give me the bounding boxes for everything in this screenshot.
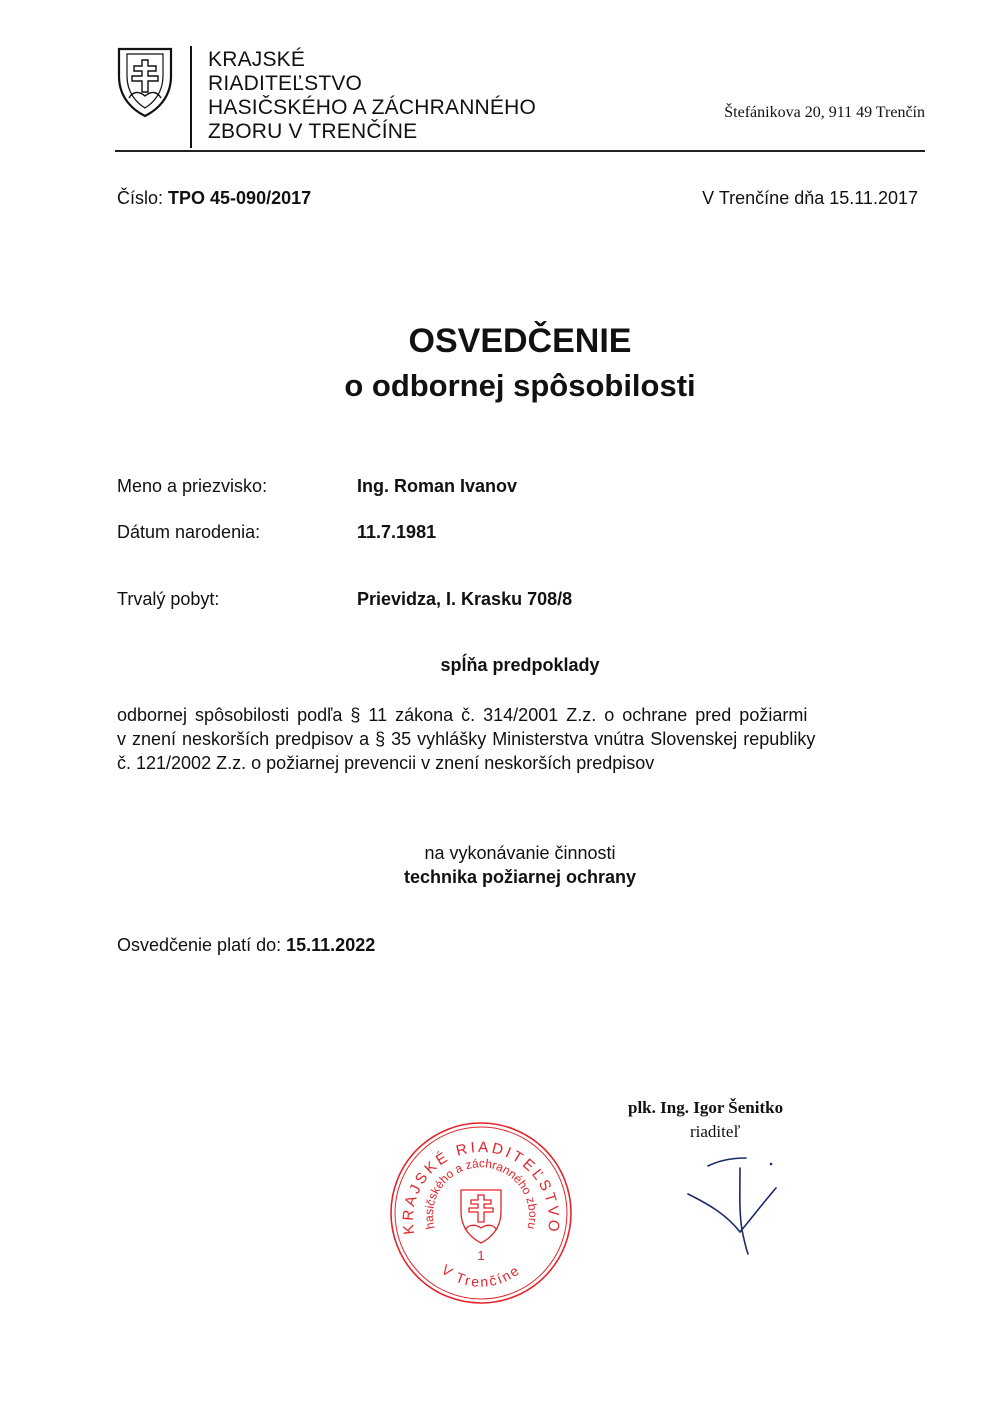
activity-intro: na vykonávanie činnosti [424, 843, 616, 863]
organization-name [208, 48, 536, 144]
header-vertical-divider [190, 46, 192, 148]
fulfills-requirements: spĺňa predpoklady [440, 655, 600, 675]
paragraph-line-2 [117, 727, 923, 751]
signatory-role: riaditeľ [690, 1122, 741, 1141]
birth-date-label: Dátum narodenia: [117, 522, 261, 542]
paragraph-line-3: č. 121/2002 Z.z. o požiarnej prevencii v znení neskorších predpisov [117, 753, 655, 773]
legal-basis-paragraph [117, 703, 923, 775]
place-and-date: V Trenčíne dňa 15.11.2017 [702, 188, 918, 208]
svg-text:hasičského a záchranného zboru: hasičského a záchranného zboru [421, 1156, 541, 1231]
reference-label: Číslo: [117, 188, 164, 208]
official-stamp [388, 1120, 574, 1306]
document-title: OSVEDČENIE [408, 322, 632, 360]
validity [117, 935, 375, 956]
name-label: Meno a priezvisko: [117, 476, 268, 496]
paragraph-line-1 [117, 703, 923, 727]
paragraph-line-1-text: odbornej spôsobilosti podľa § 11 zákona č. 314/2001 Z.z. o ochrane pred požiarmi [117, 705, 808, 725]
svg-text:V Trenčíne: V Trenčíne [438, 1261, 524, 1290]
slovak-coat-of-arms-icon [115, 46, 175, 118]
birth-date-value: 11.7.1981 [357, 522, 437, 542]
header-divider [115, 150, 925, 152]
reference-number [117, 188, 311, 209]
org-line-1: KRAJSKÉ [208, 48, 306, 71]
svg-text:1: 1 [477, 1248, 485, 1263]
reference-value: TPO 45-090/2017 [168, 188, 312, 208]
org-line-3: HASIČSKÉHO A ZÁCHRANNÉHO [208, 96, 537, 119]
name-value: Ing. Roman Ivanov [357, 476, 518, 496]
residence-label: Trvalý pobyt: [117, 589, 220, 609]
residence-value: Prievidza, I. Krasku 708/8 [357, 589, 573, 609]
org-line-2: RIADITEĽSTVO [208, 72, 363, 95]
document-subtitle: o odbornej spôsobilosti [344, 368, 696, 403]
paragraph-line-2-text: v znení neskorších predpisov a § 35 vyhlášky Ministerstva vnútra Slovenskej republiky [117, 729, 816, 749]
org-line-4: ZBORU V TRENČÍNE [208, 120, 418, 143]
validity-date: 15.11.2022 [286, 935, 376, 955]
signatory-name: plk. Ing. Igor Šenitko [628, 1098, 784, 1117]
activity-name: technika požiarnej ochrany [403, 867, 637, 887]
svg-text:KRAJSKÉ RIADITEĽSTVO: KRAJSKÉ RIADITEĽSTVO [399, 1138, 563, 1236]
organization-address: Štefánikova 20, 911 49 Trenčín [724, 104, 925, 121]
validity-label: Osvedčenie platí do: [117, 935, 282, 955]
handwritten-signature [680, 1150, 790, 1265]
